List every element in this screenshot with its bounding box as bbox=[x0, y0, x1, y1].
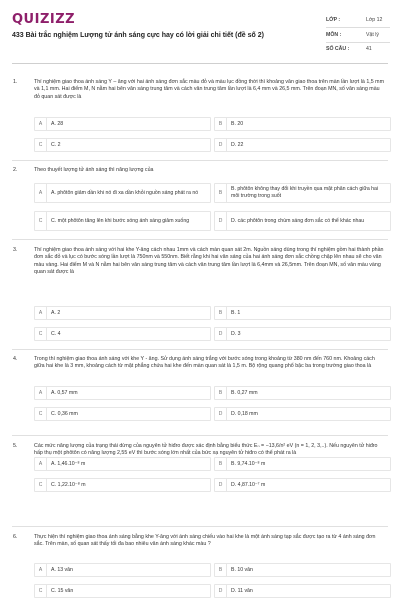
option-text: A. 2 bbox=[51, 309, 61, 316]
option-text: C. 15 vân bbox=[51, 587, 74, 594]
question-count-label: SỐ CÂU : bbox=[326, 46, 350, 52]
question-text: Thực hiện thí nghiệm giao thoa ánh sáng bằng khe Y-âng với ánh sáng chiếu vào hai khe là một ánh sáng tạp sắc được tạo ra từ 4 ánh sáng đơn sắc. Trên màn, số quan sát thấy tối đa bao nhiêu vân ánh sáng khác màu ? bbox=[34, 534, 376, 548]
option-a[interactable] bbox=[34, 386, 211, 400]
option-letter: D bbox=[215, 328, 227, 340]
question-count-value: 41 bbox=[366, 46, 372, 52]
option-text: C. 0,36 mm bbox=[51, 410, 78, 417]
option-letter: A bbox=[35, 458, 47, 470]
option-b[interactable] bbox=[214, 117, 391, 131]
option-text: A. 13 vân bbox=[51, 566, 73, 573]
quizizz-logo: QUIZIZZ bbox=[12, 12, 76, 27]
option-c[interactable] bbox=[34, 211, 211, 231]
option-letter: B bbox=[215, 184, 227, 202]
option-b[interactable] bbox=[214, 386, 391, 400]
document-title: 433 Bài trắc nghiệm Lượng tử ánh sáng cực hay có lời giải chi tiết (đề số 2) bbox=[12, 32, 264, 39]
option-letter: C bbox=[35, 408, 47, 420]
question-text: Các mức năng lượng của trạng thái dừng của nguyên tử hiđro được xác định bằng biểu thức Eₙ = −13,6/n² eV (n = 1, 2, 3,..). Nếu nguyên tử hiđro hấp thụ một phôtôn có năng lượng 2,55 eV thì bước sóng lớn nhất của bức xạ nguyên tử hiđro có thể phát ra là bbox=[34, 443, 378, 457]
option-text: C. 4 bbox=[51, 330, 61, 337]
subject-value: Vật lý bbox=[366, 32, 379, 38]
option-text: A. 1,46.10⁻⁸ m bbox=[51, 460, 86, 467]
option-letter: A bbox=[35, 387, 47, 399]
option-letter: C bbox=[35, 585, 47, 597]
option-text: D. 4,87.10⁻⁷ m bbox=[231, 481, 266, 488]
question-divider bbox=[12, 239, 388, 240]
question-number: 1. bbox=[13, 79, 18, 85]
option-d[interactable] bbox=[214, 327, 391, 341]
option-letter: D bbox=[215, 139, 227, 151]
option-letter: A bbox=[35, 184, 47, 202]
option-letter: D bbox=[215, 408, 227, 420]
option-text: B. 0,27 mm bbox=[231, 389, 258, 396]
option-c[interactable] bbox=[34, 138, 211, 152]
option-text: B. 1 bbox=[231, 309, 241, 316]
question-text: Thí nghiệm giao thoa ánh sáng với hai khe Y-âng cách nhau 1mm và cách màn quan sát 2m. Nguồn sáng dùng trong thí nghiệm gồm hai thành phần đơn sắc đỏ và lục có bước sóng lần lượt là 750nm và 550nm. Biết rằng khi hai vân sáng của hai ánh sáng đơn sắc chồng chập lên nhau sẽ cho vân màu vàng. Hai điểm M và N nằm hai bên vân sáng trung tâm và cách vân trung tâm lần lượt là 6,4mm và 26,5mm. Trên đoạn MN, số vân màu vàng quan sát được là bbox=[34, 247, 384, 275]
option-text: D. 22 bbox=[231, 141, 244, 148]
class-value: Lớp 12 bbox=[366, 17, 383, 23]
question-number: 6. bbox=[13, 534, 18, 540]
option-text: D. 0,18 mm bbox=[231, 410, 258, 417]
option-text: D. các phôtôn trong chùm sáng đơn sắc có thể khác nhau bbox=[231, 217, 365, 224]
class-label: LỚP : bbox=[326, 17, 341, 23]
option-letter: A bbox=[35, 564, 47, 576]
option-text: C. một phôtôn tăng lên khi bước sóng ánh sáng giảm xuống bbox=[51, 217, 190, 224]
option-c[interactable] bbox=[34, 327, 211, 341]
option-letter: D bbox=[215, 585, 227, 597]
option-letter: C bbox=[35, 328, 47, 340]
option-d[interactable] bbox=[214, 584, 391, 598]
question-text: Trong thí nghiệm giao thoa ánh sáng với khe Y - âng. Sử dụng ánh sáng trắng với bước sóng trong khoảng từ 380 nm đến 760 nm. Khoảng cách giữa hai khe là 3 mm, khoảng cách từ mặt phẳng chứa hai khe đến màn quan sát là 1,5 m. Bộ rộng quang phổ bậc ba trong trường giao thoa là bbox=[34, 356, 375, 370]
option-b[interactable] bbox=[214, 563, 391, 577]
option-c[interactable] bbox=[34, 584, 211, 598]
question-number: 3. bbox=[13, 247, 18, 253]
question-number: 4. bbox=[13, 356, 18, 362]
option-text: A. 28 bbox=[51, 120, 64, 127]
option-a[interactable] bbox=[34, 457, 211, 471]
option-d[interactable] bbox=[214, 478, 391, 492]
divider bbox=[326, 27, 390, 28]
header-divider bbox=[12, 63, 388, 64]
question-text: Theo thuyết lượng tử ánh sáng thì năng lượng của bbox=[34, 167, 154, 173]
option-text: C. 2 bbox=[51, 141, 61, 148]
option-text: A. 0,57 mm bbox=[51, 389, 78, 396]
option-letter: B bbox=[215, 307, 227, 319]
header bbox=[0, 0, 400, 62]
question-divider bbox=[12, 160, 388, 161]
question-number: 2. bbox=[13, 167, 18, 173]
option-c[interactable] bbox=[34, 478, 211, 492]
option-a[interactable] bbox=[34, 117, 211, 131]
option-b[interactable] bbox=[214, 183, 391, 203]
question-divider bbox=[12, 526, 388, 527]
option-c[interactable] bbox=[34, 407, 211, 421]
divider bbox=[326, 42, 390, 43]
option-text: D. 3 bbox=[231, 330, 241, 337]
question-divider bbox=[12, 349, 388, 350]
subject-label: MÔN : bbox=[326, 32, 342, 38]
option-text: D. 11 vân bbox=[231, 587, 253, 594]
option-d[interactable] bbox=[214, 211, 391, 231]
option-letter: C bbox=[35, 479, 47, 491]
option-text: B. 10 vân bbox=[231, 566, 253, 573]
option-letter: C bbox=[35, 139, 47, 151]
option-letter: B bbox=[215, 118, 227, 130]
option-a[interactable] bbox=[34, 563, 211, 577]
option-b[interactable] bbox=[214, 457, 391, 471]
option-a[interactable] bbox=[34, 306, 211, 320]
question-number: 5. bbox=[13, 443, 18, 449]
option-text: B. phôtôn không thay đổi khi truyền qua mặt phân cách giữa hai môi trường trong suốt bbox=[231, 186, 379, 199]
option-a[interactable] bbox=[34, 183, 211, 203]
option-text: C. 1,22.10⁻⁸ m bbox=[51, 481, 86, 488]
option-letter: C bbox=[35, 212, 47, 230]
option-letter: B bbox=[215, 564, 227, 576]
option-letter: D bbox=[215, 212, 227, 230]
option-text: B. 9,74.10⁻⁸ m bbox=[231, 460, 266, 467]
option-b[interactable] bbox=[214, 306, 391, 320]
question-text: Thí nghiệm giao thoa ánh sáng Y – âng với hai ánh sáng đơn sắc màu đỏ và màu lục đồng thời thì khoảng vân giao thoa trên màn lần lượt là 1,5 mm và 1,1 mm. Hai điểm M, N nằm hai bên vân sáng trung tâm và cách vân trung tâm lần lượt là 6,4 mm và 26,5 mm. Trên đoạn MN, số vân sáng màu đỏ quan sát được là bbox=[34, 79, 384, 100]
option-letter: A bbox=[35, 307, 47, 319]
option-letter: D bbox=[215, 479, 227, 491]
option-d[interactable] bbox=[214, 138, 391, 152]
option-letter: B bbox=[215, 458, 227, 470]
option-text: A. phôtôn giảm dần khi nó đi xa dần khỏi nguồn sáng phát ra nó bbox=[51, 189, 199, 196]
option-d[interactable] bbox=[214, 407, 391, 421]
question-divider bbox=[12, 435, 388, 436]
option-text: B. 20 bbox=[231, 120, 244, 127]
option-letter: B bbox=[215, 387, 227, 399]
option-letter: A bbox=[35, 118, 47, 130]
